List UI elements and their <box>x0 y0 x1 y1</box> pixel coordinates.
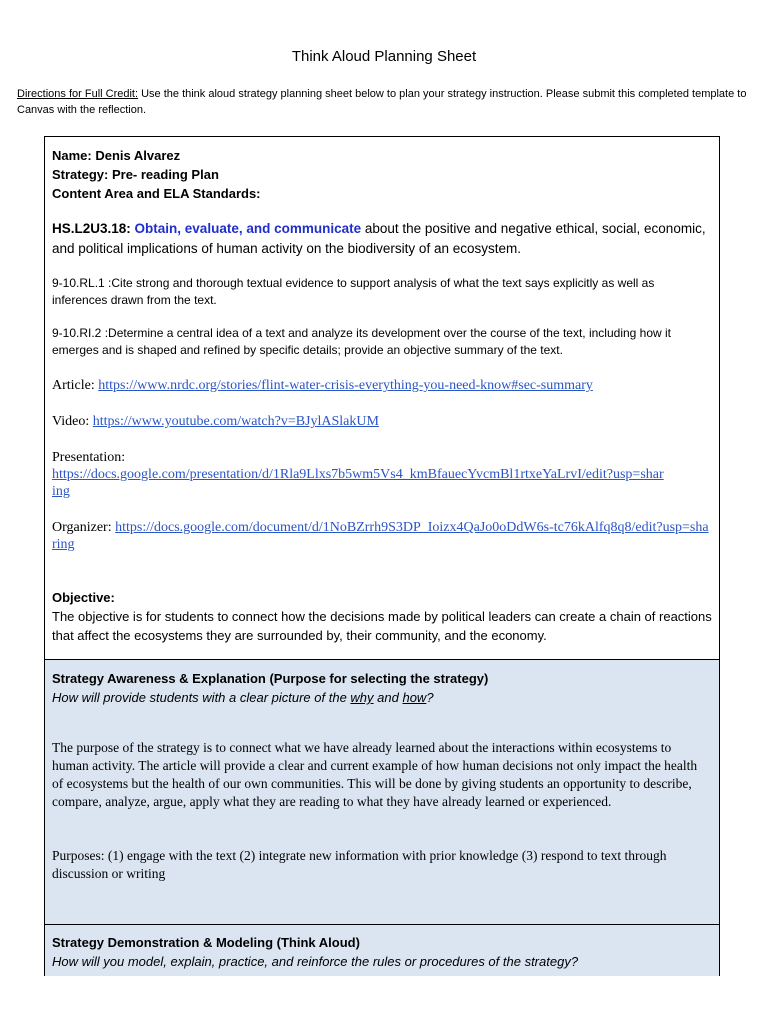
awareness-prompt-why: why <box>350 690 374 705</box>
page-title: Think Aloud Planning Sheet <box>291 48 477 65</box>
organizer-label: Organizer: <box>52 520 116 535</box>
planning-table <box>44 136 720 976</box>
organizer-link[interactable]: https://docs.google.com/document/d/1NoBZrrh9S3DP_Ioizx4QaJo0oDdW6s-tc76kAlfq8q8/edit?usp=sharing <box>52 520 709 552</box>
video-label: Video: <box>52 414 93 429</box>
article-line <box>52 377 719 394</box>
standard-ri-2: 9-10.RI.2 :Determine a central idea of a text and analyze its development over the course of the text, including how it emerges and is shaped and refined by specific details; provide an objective summary of the text. <box>52 326 672 357</box>
standard-hs-l2u3-18 <box>52 219 712 259</box>
directions-text: Use the think aloud strategy planning sheet below to plan your strategy instruction. Please submit this completed template to Canvas with the reflection. <box>17 88 747 116</box>
video-link[interactable]: https://www.youtube.com/watch?v=BJylASlakUM <box>92 414 379 429</box>
demonstration-section <box>45 925 719 976</box>
awareness-prompt-how: how <box>402 690 427 705</box>
standard-text: about the positive and negative ethical, social, economic, and political implications of human activity on the biodiversity of an ecosystem. <box>52 221 706 256</box>
awareness-prompt-end: ? <box>426 690 434 705</box>
presentation-link[interactable]: https://docs.google.com/presentation/d/1Rla9Llxs7b5wm5Vs4_kmBfauecYvcmBl1rtxeYaLrvI/edit?usp=sharing <box>52 467 664 499</box>
organizer-line <box>52 519 712 553</box>
awareness-paragraph-1: The purpose of the strategy is to connect what we have already learned about the interactions within ecosystems to human activity. The article will provide a clear and current example of how human decisions not only impact the health of ecosystems but the health of our own communities. This will be done by giving students an opportunity to describe, compare, analyze, argue, apply what they are reading to what they have already learned or experienced. <box>52 740 698 809</box>
awareness-prompt-and: and <box>373 690 403 705</box>
plan-section <box>45 137 719 660</box>
strategy-name: Strategy: Pre- reading Plan <box>52 167 219 182</box>
objective-text: The objective is for students to connect how the decisions made by political leaders can create a chain of reactions that affect the ecosystems they are surrounded by, their community, and the economy. <box>52 609 712 643</box>
teacher-name: Name: Denis Alvarez <box>52 148 181 163</box>
article-link[interactable]: https://www.nrdc.org/stories/flint-water-crisis-everything-you-need-know#sec-summary <box>98 378 593 393</box>
directions <box>17 86 752 118</box>
video-line <box>52 413 719 430</box>
demonstration-prompt: How will you model, explain, practice, and reinforce the rules or procedures of the strategy? <box>52 954 579 969</box>
awareness-prompt <box>52 688 719 707</box>
awareness-heading: Strategy Awareness & Explanation (Purpose for selecting the strategy) <box>52 671 489 686</box>
objective-heading: Objective: <box>52 590 115 605</box>
presentation-label: Presentation: <box>52 450 126 465</box>
presentation-line <box>52 449 719 500</box>
awareness-prompt-text: How will provide students with a clear picture of the <box>52 690 351 705</box>
awareness-paragraph-2: Purposes: (1) engage with the text (2) integrate new information with prior knowledge (3) respond to text through discussion or writing <box>52 848 667 881</box>
article-label: Article: <box>52 378 99 393</box>
standard-highlight: Obtain, evaluate, and communicate <box>134 221 362 236</box>
demonstration-heading: Strategy Demonstration & Modeling (Think Aloud) <box>52 935 360 950</box>
standard-code: HS.L2U3.18: <box>52 221 131 236</box>
standard-rl-1: 9-10.RL.1 :Cite strong and thorough textual evidence to support analysis of what the text says explicitly as well as inferences drawn from the text. <box>52 276 655 307</box>
awareness-section <box>45 660 719 925</box>
directions-lead: Directions for Full Credit: <box>17 88 139 100</box>
content-area-label: Content Area and ELA Standards: <box>52 186 261 201</box>
